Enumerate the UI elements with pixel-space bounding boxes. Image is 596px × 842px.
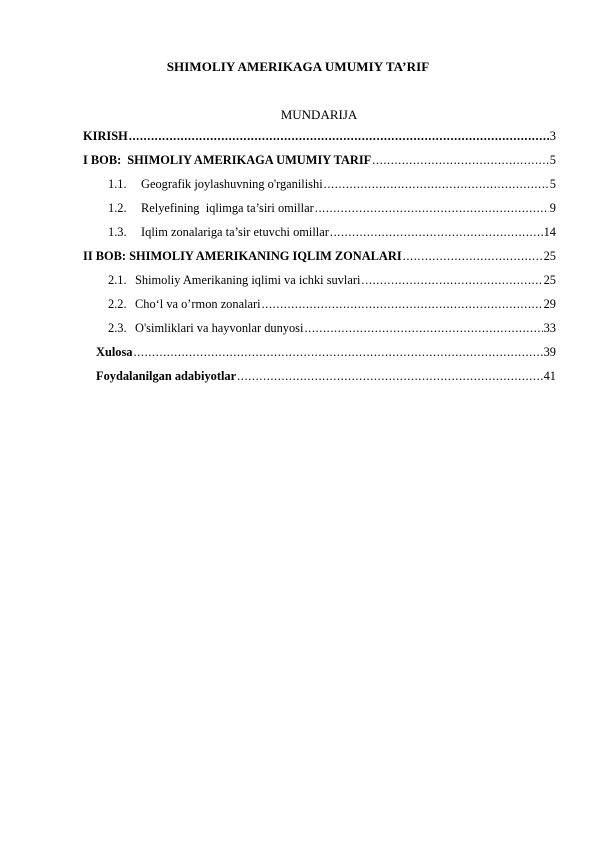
toc-entry-chapter-1[interactable] (83, 152, 556, 168)
toc-dot-leader (129, 128, 549, 144)
toc-entry-label: KIRISH (83, 129, 128, 143)
toc-page-number: 25 (543, 249, 556, 263)
toc-entry-label: Relyefining iqlimga ta’siri omillar (141, 201, 314, 215)
toc-entry-label: O'simliklari va hayvonlar dunyosi (135, 321, 304, 335)
toc-entry-number: I BOB: (83, 153, 122, 167)
toc-entry-kirish[interactable] (83, 128, 556, 144)
toc-entry-label: Foydalanilgan adabiyotlar (96, 369, 237, 383)
toc-page-number: 3 (549, 129, 556, 143)
toc-dot-leader (324, 176, 549, 192)
toc-entry-references[interactable] (96, 368, 556, 384)
toc-page-number: 9 (549, 201, 556, 215)
toc-dot-leader (262, 296, 543, 312)
toc-page-number: 41 (543, 369, 556, 383)
toc-entry-section-1-2[interactable] (108, 200, 556, 216)
toc-entry-label: Geografik joylashuvning o'rganilishi (141, 177, 323, 191)
toc-dot-leader (134, 344, 543, 360)
toc-page-number: 14 (543, 225, 556, 239)
toc-entry-conclusion[interactable] (96, 344, 556, 360)
toc-dot-leader (330, 224, 543, 240)
toc-page-number: 39 (543, 345, 556, 359)
toc-entry-section-2-1[interactable] (108, 272, 556, 288)
toc-entry-section-2-2[interactable] (108, 296, 556, 312)
toc-heading: MUNDARIJA (280, 107, 358, 122)
toc-entry-label: II BOB: SHIMOLIY AMERIKANING IQLIM ZONALARI (83, 249, 402, 263)
toc-entry-number: 1.3. (108, 225, 127, 239)
toc-entry-number: 2.3. (108, 321, 127, 335)
toc-entry-label: Iqlim zonalariga ta’sir etuvchi omillar (141, 225, 329, 239)
toc-entry-label: Shimoliy Amerikaning iqlimi va ichki suvlari (135, 273, 361, 287)
toc-dot-leader (403, 248, 543, 264)
toc-entry-label: Xulosa (96, 345, 133, 359)
toc-entry-section-1-3[interactable] (108, 224, 556, 240)
toc-entry-number: 1.1. (108, 177, 127, 191)
toc-entry-number: 1.2. (108, 201, 127, 215)
toc-dot-leader (372, 152, 549, 168)
toc-entry-chapter-2[interactable] (83, 248, 556, 264)
toc-entry-number: 2.2. (108, 297, 127, 311)
toc-page-number: 25 (543, 273, 556, 287)
toc-entry-number: 2.1. (108, 273, 127, 287)
toc-page-number: 33 (543, 321, 556, 335)
toc-entry-section-1-1[interactable] (108, 176, 556, 192)
toc-entry-section-2-3[interactable] (108, 320, 556, 336)
document-title: SHIMOLIY AMERIKAGA UMUMIY TA’RIF (166, 59, 430, 74)
toc-dot-leader (315, 200, 549, 216)
toc-dot-leader (304, 320, 542, 336)
toc-page-number: 5 (549, 177, 556, 191)
toc-dot-leader (361, 272, 542, 288)
toc-page-number: 5 (549, 153, 556, 167)
toc-page-number: 29 (543, 297, 556, 311)
toc-entry-label: SHIMOLIY AMERIKAGA UMUMIY TARIF (127, 153, 372, 167)
toc-entry-label: Cho‘l va o’rmon zonalari (135, 297, 261, 311)
toc-dot-leader (237, 368, 543, 384)
